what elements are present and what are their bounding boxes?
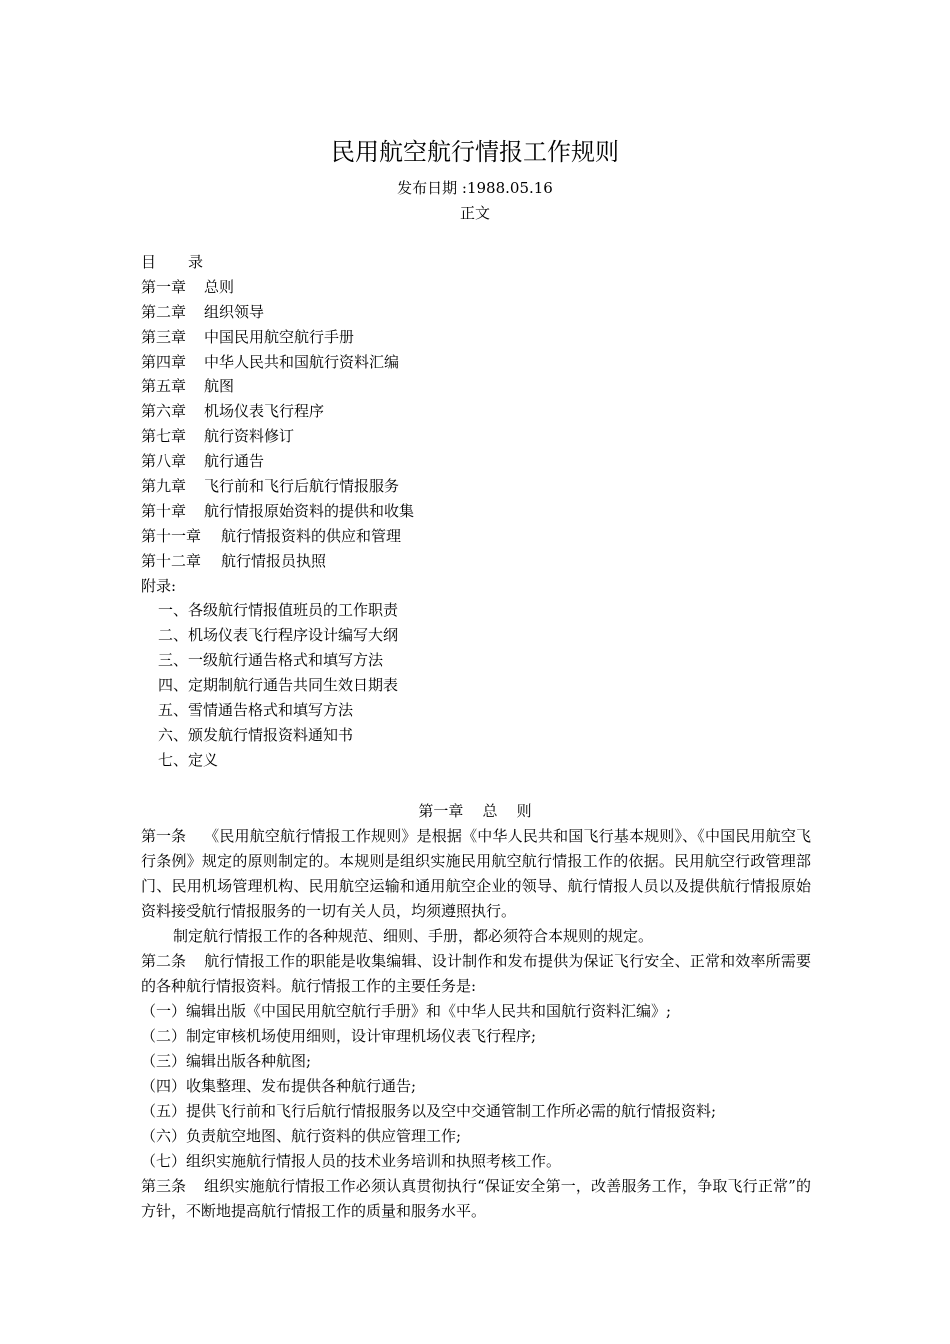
article-1: 第一条 《民用航空航行情报工作规则》是根据《中华人民共和国飞行基本规则》、《中国民用航空飞行条例》规定的原则制定的。本规则是组织实施民用航空航行情报工作的依据。民用航空行政管理部门、民用机场管理机构、民用航空运输和通用航空企业的领导、航行情报人员以及提供航行情报原始资料接受航行情报服务的一切有关人员，均须遵照执行。 <box>141 824 811 924</box>
list-item: （一）编辑出版《中国民用航空航行手册》和《中华人民共和国航行资料汇编》; <box>141 1002 672 1020</box>
list-item: （三）编辑出版各种航图; <box>141 1052 312 1070</box>
appendix-entry: 六、颁发航行情报资料通知书 <box>158 725 354 744</box>
article-3: 第三条 组织实施航行情报工作必须认真贯彻执行“保证安全第一，改善服务工作，争取飞行正常”的方针，不断地提高航行情报工作的质量和服务水平。 <box>141 1174 811 1224</box>
appendix-entry: 三、一级航行通告格式和填写方法 <box>158 651 384 670</box>
table-of-contents <box>141 250 821 773</box>
appendix-entry: 一、各级航行情报值班员的工作职责 <box>158 601 399 620</box>
article-label: 第三条 <box>141 1177 187 1195</box>
toc-entry: 第十一章 航行情报资料的供应和管理 <box>141 526 402 545</box>
list-item: （五）提供飞行前和飞行后航行情报服务以及空中交通管制工作所必需的航行情报资料; <box>141 1102 717 1120</box>
article-label: 第一条 <box>141 827 187 845</box>
appendix-entry: 五、雪情通告格式和填写方法 <box>158 701 354 720</box>
appendix-entry: 七、定义 <box>158 750 219 769</box>
toc-entry: 第十章 航行情报原始资料的提供和收集 <box>141 501 415 520</box>
article-label: 第二条 <box>141 952 187 970</box>
chapter-heading: 第一章 总 则 <box>418 802 532 820</box>
toc-entry: 第五章 航图 <box>141 377 235 396</box>
publish-date: 发布日期 :1988.05.16 <box>397 179 553 197</box>
chapter-body <box>141 824 811 1224</box>
toc-entry: 第三章 中国民用航空航行手册 <box>141 327 355 346</box>
toc-entry: 第七章 航行资料修订 <box>141 427 295 446</box>
list-item: （七）组织实施航行情报人员的技术业务培训和执照考核工作。 <box>141 1152 562 1170</box>
toc-entry: 第一章 总则 <box>141 277 235 296</box>
article-1-paragraph: 制定航行情报工作的各种规范、细则、手册，都必须符合本规则的规定。 <box>173 927 654 945</box>
toc-entry: 第八章 航行通告 <box>141 452 265 471</box>
article-2: 第二条 航行情报工作的职能是收集编辑、设计制作和发布提供为保证飞行安全、正常和效率所需要的各种航行情报资料。航行情报工作的主要任务是: <box>141 949 811 999</box>
toc-entry: 第十二章 航行情报员执照 <box>141 551 327 570</box>
list-item: （二）制定审核机场使用细则，设计审理机场仪表飞行程序; <box>141 1027 537 1045</box>
document-title: 民用航空航行情报工作规则 <box>331 138 619 166</box>
toc-entry: 第四章 中华人民共和国航行资料汇编 <box>141 352 400 371</box>
appendix-entry: 二、机场仪表飞行程序设计编写大纲 <box>158 626 399 645</box>
toc-entry: 第二章 组织领导 <box>141 302 265 321</box>
list-item: （四）收集整理、发布提供各种航行通告; <box>141 1077 417 1095</box>
toc-heading: 目 录 <box>141 253 204 271</box>
appendix-entry: 四、定期制航行通告共同生效日期表 <box>158 676 399 695</box>
toc-entry: 第九章 飞行前和飞行后航行情报服务 <box>141 477 400 496</box>
section-label: 正文 <box>459 204 490 222</box>
appendix-label: 附录: <box>141 576 177 595</box>
list-item: （六）负责航空地图、航行资料的供应管理工作; <box>141 1127 462 1145</box>
toc-entry: 第六章 机场仪表飞行程序 <box>141 402 325 421</box>
